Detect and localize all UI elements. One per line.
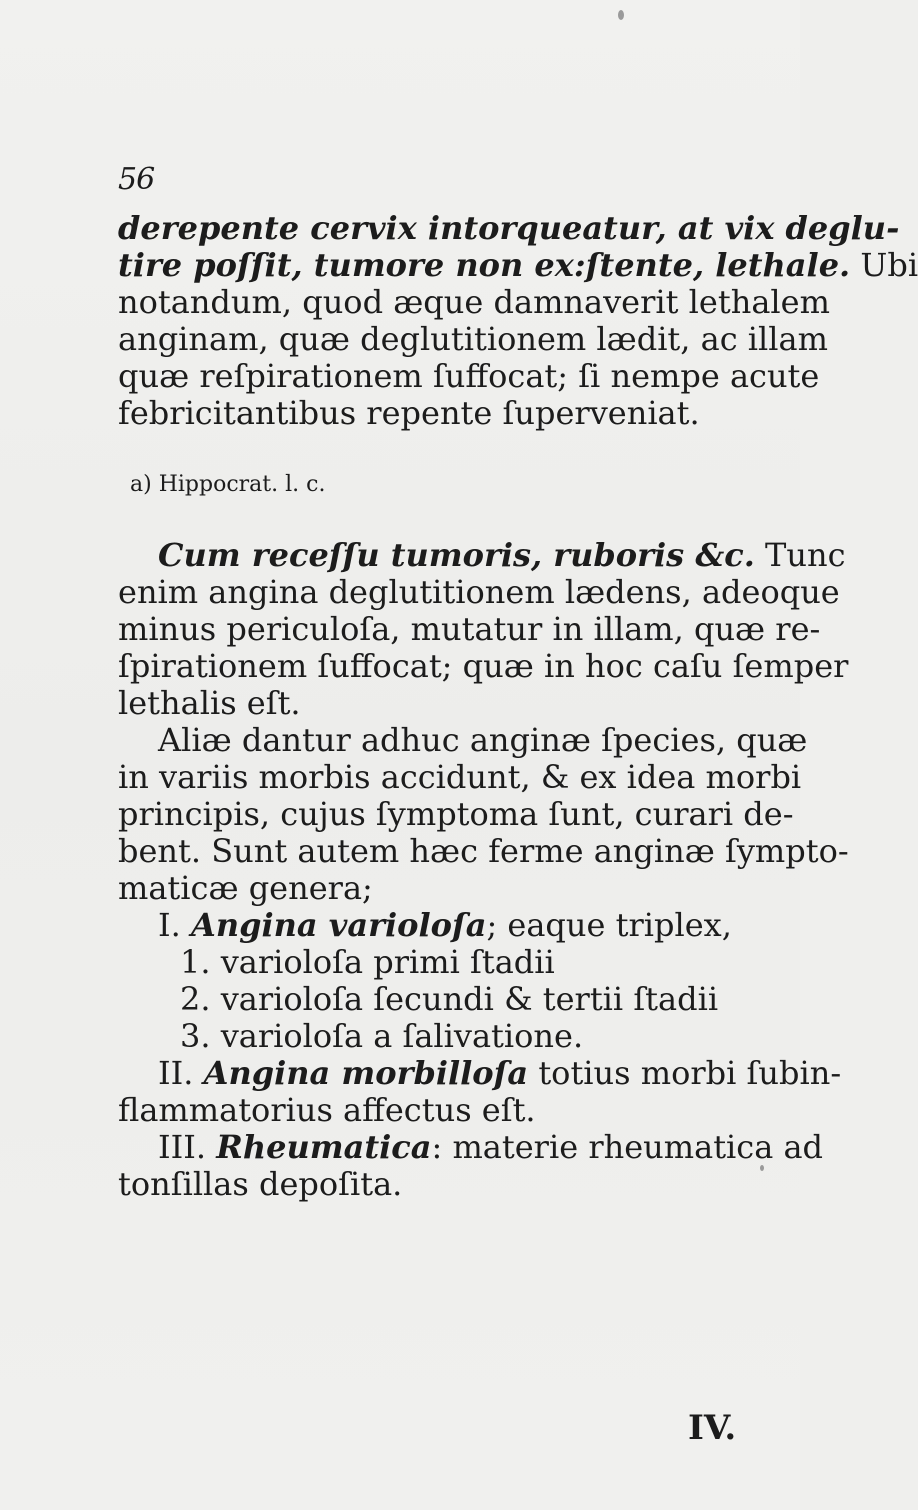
text-line: notandum, quod æque damnaverit lethalem: [118, 283, 830, 321]
list-item: 2. varioloſa ſecundi & tertii ſtadii: [180, 980, 719, 1018]
text-italic: Rheumatica: [216, 1128, 432, 1166]
text-line: in variis morbis accidunt, & ex idea morbi: [118, 758, 802, 796]
catchword: IV.: [688, 1408, 737, 1448]
text-line: [118, 536, 846, 574]
text-line: maticæ genera;: [118, 869, 373, 907]
text-span: : materie rheumatica ad: [431, 1128, 824, 1166]
text-line: tonſillas depoſita.: [118, 1165, 403, 1203]
text-span: totius morbi ſubin-: [528, 1054, 842, 1092]
text-span: II.: [158, 1054, 204, 1092]
page-number: 56: [118, 162, 155, 197]
footnote: a) Hippocrat. l. c.: [130, 472, 326, 497]
text-line: febricitantibus repente ſuperveniat.: [118, 394, 700, 432]
text-span: III.: [158, 1128, 217, 1166]
text-line: anginam, quæ deglutitionem lædit, ac illam: [118, 320, 828, 358]
text-line: [118, 246, 918, 284]
text-line: ſpirationem ſuffocat; quæ in hoc caſu ſemper: [118, 647, 849, 685]
text-italic: Cum receſſu tumoris, ruboris &c.: [158, 536, 755, 574]
text-line: bent. Sunt autem hæc ferme anginæ ſympto-: [118, 832, 849, 870]
body-text: [118, 209, 918, 1203]
text-line: flammatorius affectus eſt.: [118, 1091, 536, 1129]
page-speck: [618, 10, 624, 20]
text-line: [118, 1054, 842, 1092]
text-line: derepente cervix intorqueatur, at vix deglu-: [118, 209, 900, 247]
text-italic: Angina varioloſa: [190, 906, 487, 944]
text-line: minus periculoſa, mutatur in illam, quæ re-: [118, 610, 821, 648]
list-item: 1. varioloſa primi ſtadii: [180, 943, 555, 981]
text-line: Aliæ dantur adhuc anginæ ſpecies, quæ: [158, 721, 808, 759]
list-item: 3. varioloſa a ſalivatione.: [180, 1017, 584, 1055]
text-line: principis, cujus ſymptoma ſunt, curari de-: [118, 795, 794, 833]
text-line: [118, 1128, 824, 1166]
text-line: enim angina deglutitionem lædens, adeoque: [118, 573, 840, 611]
text-italic: Angina morbilloſa: [203, 1054, 529, 1092]
text-line: [118, 907, 758, 944]
text-span: Tunc: [765, 536, 846, 574]
text-span: Ubi: [860, 246, 918, 284]
text-line: quæ reſpirationem ſuffocat; ſi nempe acute: [118, 357, 820, 395]
text-italic: tire poſſit, tumore non ex:ſtente, lethale.: [118, 246, 851, 284]
text-span: ; eaque triplex,: [486, 906, 732, 944]
text-span: I.: [158, 906, 191, 944]
text-line: lethalis eſt.: [118, 684, 301, 722]
